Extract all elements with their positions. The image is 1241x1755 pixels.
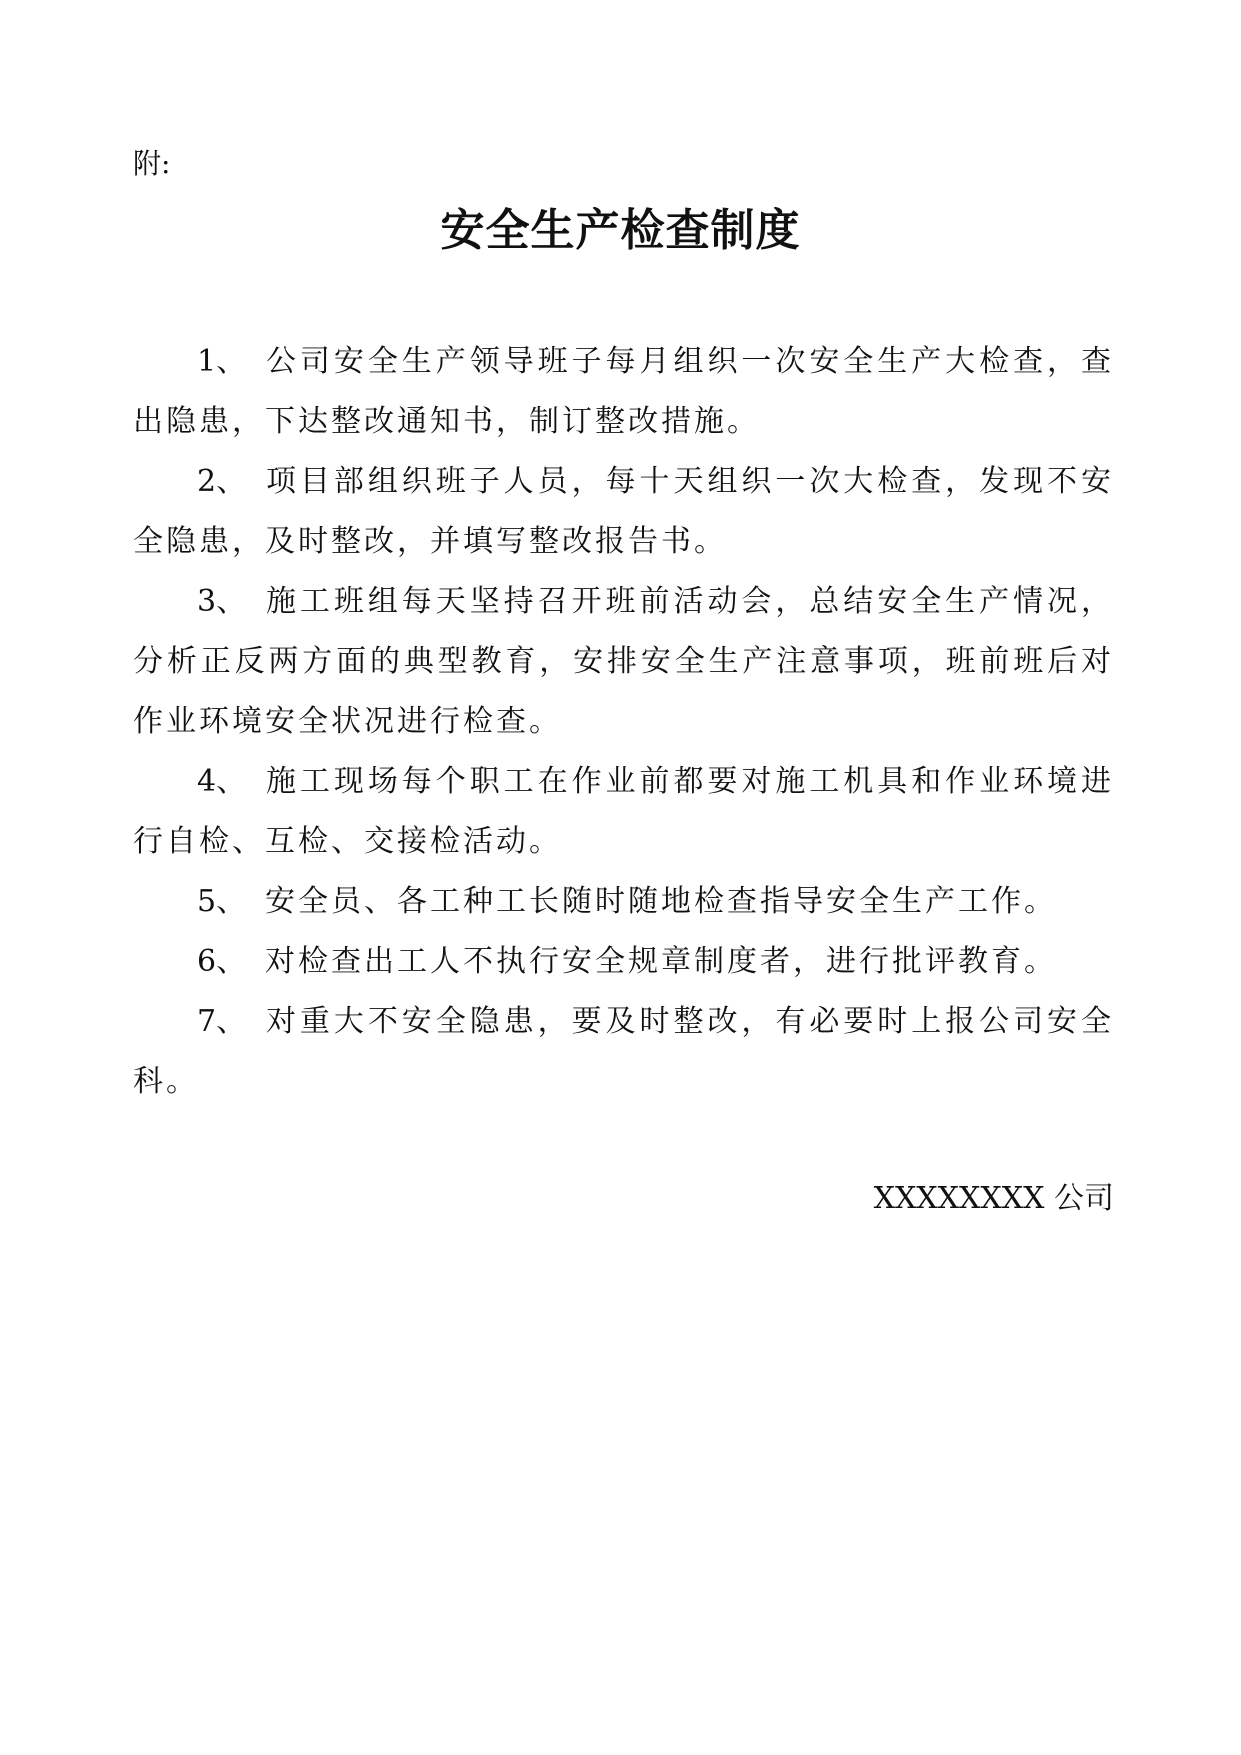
item-text: 对检查出工人不执行安全规章制度者，进行批评教育。 <box>265 944 1057 979</box>
item-number: 2、 <box>197 464 247 499</box>
item-text: 施工班组每天坚持召开班前活动会，总结安全生产情况，分析正反两方面的典型教育，安排安全生产注意事项，班前班后对作业环境安全状况进行检查。 <box>133 584 1114 739</box>
item-number: 1、 <box>197 344 247 379</box>
item-text: 施工现场每个职工在作业前都要对施工机具和作业环境进行自检、互检、交接检活动。 <box>133 764 1114 859</box>
regulation-item <box>133 452 1114 572</box>
item-number: 3、 <box>197 584 247 619</box>
regulation-item <box>133 572 1114 752</box>
document-title: 安全生产检查制度 <box>440 205 801 256</box>
item-text: 对重大不安全隐患，要及时整改，有必要时上报公司安全科。 <box>133 1004 1114 1099</box>
company-signature: XXXXXXXX 公司 <box>873 1181 1114 1216</box>
regulation-item <box>133 332 1114 452</box>
item-number: 6、 <box>197 944 247 979</box>
item-number: 4、 <box>197 764 247 799</box>
item-number: 5、 <box>197 884 247 919</box>
item-number: 7、 <box>197 1004 247 1039</box>
regulation-item <box>133 992 1114 1112</box>
item-text: 公司安全生产领导班子每月组织一次安全生产大检查，查出隐患，下达整改通知书，制订整改措施。 <box>133 344 1114 439</box>
attachment-prefix: 附: <box>133 147 171 180</box>
regulation-item <box>133 752 1114 872</box>
regulation-list <box>133 332 1114 1112</box>
regulation-item <box>133 932 1114 992</box>
item-text: 项目部组织班子人员，每十天组织一次大检查，发现不安全隐患，及时整改，并填写整改报告书。 <box>133 464 1114 559</box>
item-text: 安全员、各工种工长随时随地检查指导安全生产工作。 <box>265 884 1057 919</box>
regulation-item <box>133 872 1114 932</box>
